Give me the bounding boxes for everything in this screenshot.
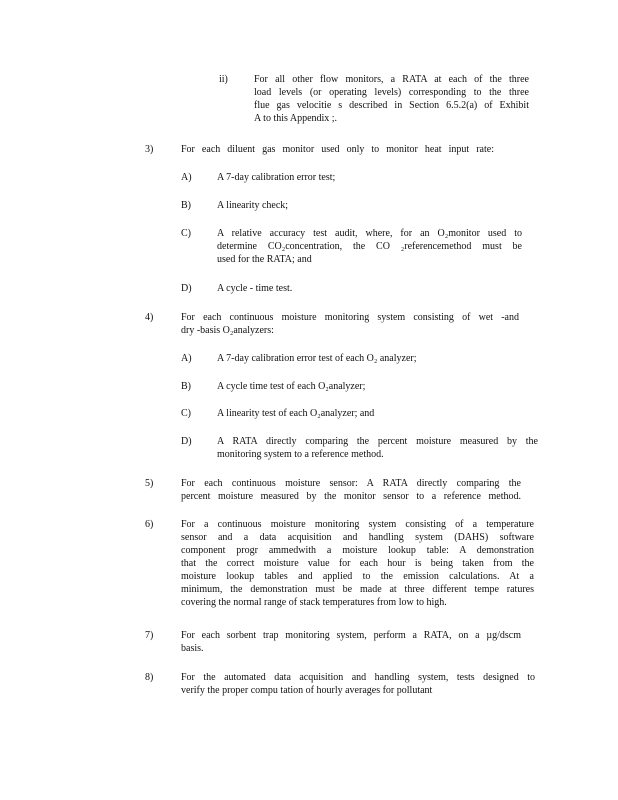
item-3A-text [217,171,377,184]
text-line: moisture lookup tables and applied to the emission calculations. At a [181,571,534,582]
text-line: basis. [181,643,204,654]
item-4A-marker: A) [181,353,192,364]
text-line: For the automated data acquisition and handling system, tests designed to [181,672,535,683]
item-6-text [181,518,534,609]
text-line: For each diluent gas monitor used only to monitor heat input rate: [181,144,494,155]
text-line: sensor and a data acquisition and handling system (DAHS) software [181,532,534,543]
item-ii-text [254,73,529,125]
item-3C-marker: C) [181,228,191,239]
item-4-marker: 4) [145,312,154,323]
item-8-marker: 8) [145,672,154,683]
item-6-marker: 6) [145,519,154,530]
text-line: For each continuous moisture monitoring system consisting of wet -and [181,312,519,323]
item-7-text [181,629,521,655]
item-3B-text [217,199,317,212]
text-line: A cycle - time test. [217,283,293,294]
text-line: component progr ammedwith a moisture lookup table: A demonstration [181,545,534,556]
text-line: A to this Appendix ;. [254,113,338,124]
text-line: minimum, the demonstration must be made at three different tempe ratures [181,584,534,595]
item-5-marker: 5) [145,478,154,489]
item-4-text [181,311,519,337]
item-3-marker: 3) [145,144,154,155]
text-line: load levels (or operating levels) corresponding to the three [254,87,529,98]
item-7-marker: 7) [145,630,154,641]
item-8-text [181,671,535,697]
item-4C-marker: C) [181,408,191,419]
item-4B-marker: B) [181,381,191,392]
text-line: A 7-day calibration error test; [217,172,336,183]
item-3C-text [217,227,522,266]
item-4B-text [217,380,397,393]
text-line: A cycle time test of each O₂analyzer; [217,381,366,392]
text-line: monitoring system to a reference method. [217,449,384,460]
item-5-text [181,477,521,503]
text-line: that the correct moisture value for each hour is being taken from the [181,558,534,569]
text-line: A linearity check; [217,200,289,211]
text-line: A 7-day calibration error test of each O₂ analyzer; [217,353,417,364]
item-3A-marker: A) [181,172,192,183]
item-3B-marker: B) [181,200,191,211]
text-line: covering the normal range of stack temperatures from low to high. [181,597,447,608]
text-line: flue gas velocitie s described in Section 6.5.2(a) of Exhibit [254,100,529,111]
text-line: For all other flow monitors, a RATA at each of the three [254,74,529,85]
text-line: A relative accuracy test audit, where, for an O₂monitor used to [217,228,522,239]
text-line: For a continuous moisture monitoring system consisting of a temperature [181,519,534,530]
text-line: used for the RATA; and [217,254,312,265]
text-line: dry -basis O₂analyzers: [181,325,274,336]
item-4A-text [217,352,457,365]
item-3D-marker: D) [181,283,192,294]
text-line: A linearity test of each O₂analyzer; and [217,408,375,419]
text-line: percent moisture measured by the monitor sensor to a reference method. [181,491,521,502]
item-4C-text [217,407,417,420]
item-ii-marker: ii) [219,74,228,85]
item-3-text [181,143,494,156]
item-4D-text [217,435,538,461]
text-line: For each sorbent trap monitoring system, perform a RATA, on a µg/dscm [181,630,521,641]
text-line: determine CO₂concentration, the CO ₂referencemethod must be [217,241,522,252]
item-3D-text [217,282,317,295]
text-line: A RATA directly comparing the percent moisture measured by the [217,436,538,447]
item-4D-marker: D) [181,436,192,447]
text-line: For each continuous moisture sensor: A RATA directly comparing the [181,478,521,489]
text-line: verify the proper compu tation of hourly averages for pollutant [181,685,433,696]
